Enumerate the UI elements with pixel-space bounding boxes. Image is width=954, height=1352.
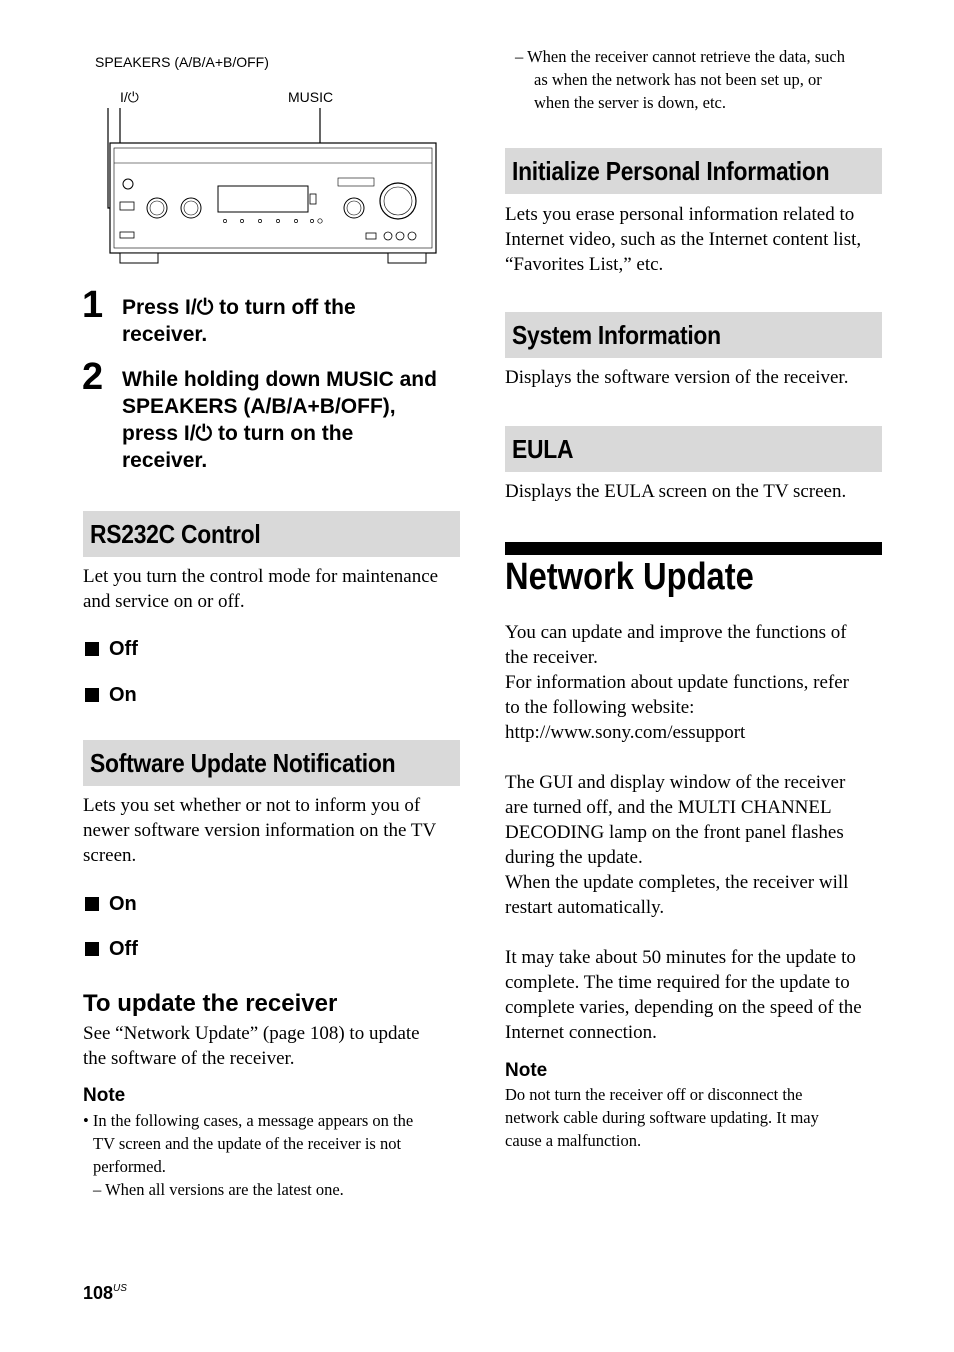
initialize-line: Internet video, such as the Internet content list, bbox=[505, 229, 862, 250]
to-update-line: the software of the receiver. bbox=[83, 1048, 295, 1069]
network-update-line: You can update and improve the functions of bbox=[505, 622, 847, 643]
network-update-line: The GUI and display window of the receiver bbox=[505, 772, 846, 793]
network-update-line: Internet connection. bbox=[505, 1022, 657, 1043]
note-right-line: cause a malfunction. bbox=[505, 1131, 642, 1150]
software-update-line: screen. bbox=[83, 845, 137, 866]
note-right-line: network cable during software updating. It may bbox=[505, 1108, 819, 1127]
page-number-value: 108 bbox=[83, 1283, 114, 1303]
section-title-initialize: Initialize Personal Information bbox=[512, 155, 830, 186]
network-update-line: It may take about 50 minutes for the update to bbox=[505, 947, 856, 968]
page-number bbox=[83, 1283, 127, 1304]
network-update-line: complete varies, depending on the speed of the bbox=[505, 997, 862, 1018]
system-info-description: Displays the software version of the receiver. bbox=[505, 367, 849, 388]
page-number-suffix: US bbox=[113, 1283, 127, 1294]
step-2-line: SPEAKERS (A/B/A+B/OFF), bbox=[122, 395, 396, 418]
section-title-system-info: System Information bbox=[512, 319, 721, 350]
step-2-line: receiver. bbox=[122, 449, 208, 472]
network-update-title: Network Update bbox=[505, 556, 754, 598]
network-update-line: For information about update functions, refer bbox=[505, 672, 850, 693]
network-update-line: are turned off, and the MULTI CHANNEL bbox=[505, 797, 832, 818]
step-number-1: 1 bbox=[82, 284, 104, 326]
network-update-rule bbox=[505, 542, 882, 555]
subheading-to-update: To update the receiver bbox=[83, 990, 338, 1017]
option-label: On bbox=[109, 893, 137, 915]
option-rs232c-on bbox=[85, 683, 137, 707]
note-left-line: – When all versions are the latest one. bbox=[93, 1180, 344, 1199]
square-bullet-icon bbox=[85, 897, 99, 911]
option-label: Off bbox=[109, 938, 138, 960]
rs232c-line: and service on or off. bbox=[83, 591, 245, 612]
network-update-line: the receiver. bbox=[505, 647, 598, 668]
step-number-2: 2 bbox=[82, 356, 104, 398]
software-update-line: Lets you set whether or not to inform you of bbox=[83, 795, 421, 816]
network-update-para-2 bbox=[505, 770, 848, 920]
square-bullet-icon bbox=[85, 688, 99, 702]
option-software-update-off bbox=[85, 937, 138, 961]
note-heading-right: Note bbox=[505, 1060, 548, 1081]
right-top-note bbox=[515, 45, 845, 114]
option-label: On bbox=[109, 684, 137, 706]
option-label: Off bbox=[109, 638, 138, 660]
section-bar-initialize bbox=[505, 148, 882, 194]
option-software-update-on bbox=[85, 892, 137, 916]
rs232c-line: Let you turn the control mode for maintenance bbox=[83, 566, 439, 587]
square-bullet-icon bbox=[85, 942, 99, 956]
step-2-line: While holding down MUSIC and bbox=[122, 368, 437, 391]
network-update-url: http://www.sony.com/essupport bbox=[505, 722, 746, 743]
software-update-description bbox=[83, 793, 436, 868]
label-music: MUSIC bbox=[288, 89, 334, 105]
step-text-1 bbox=[122, 294, 356, 348]
note-right-text bbox=[505, 1083, 819, 1152]
note-left-text bbox=[83, 1109, 413, 1201]
right-top-note-line: – When the receiver cannot retrieve the data, such bbox=[515, 47, 845, 66]
square-bullet-icon bbox=[85, 642, 99, 656]
note-left-line: TV screen and the update of the receiver is not bbox=[93, 1134, 402, 1153]
section-title-rs232c: RS232C Control bbox=[90, 518, 261, 549]
right-top-note-line: as when the network has not been set up, or bbox=[534, 70, 822, 89]
section-bar-software-update bbox=[83, 740, 460, 786]
network-update-line: When the update completes, the receiver will bbox=[505, 872, 849, 893]
network-update-para-1 bbox=[505, 620, 849, 745]
right-top-note-line: when the server is down, etc. bbox=[534, 93, 726, 112]
section-bar-rs232c bbox=[83, 511, 460, 557]
initialize-line: Lets you erase personal information related to bbox=[505, 204, 855, 225]
section-bar-eula bbox=[505, 426, 882, 472]
section-bar-system-info bbox=[505, 312, 882, 358]
network-update-line: complete. The time required for the update to bbox=[505, 972, 850, 993]
note-left-line: performed. bbox=[93, 1157, 166, 1176]
eula-description: Displays the EULA screen on the TV screen. bbox=[505, 481, 847, 502]
network-update-line: to the following website: bbox=[505, 697, 695, 718]
to-update-line: See “Network Update” (page 108) to update bbox=[83, 1023, 420, 1044]
network-update-line: DECODING lamp on the front panel flashes bbox=[505, 822, 844, 843]
network-update-line: during the update. bbox=[505, 847, 643, 868]
to-update-description bbox=[83, 1021, 420, 1071]
network-update-para-3 bbox=[505, 945, 862, 1045]
receiver-front-panel-diagram bbox=[100, 108, 445, 268]
rs232c-description bbox=[83, 564, 438, 614]
initialize-description bbox=[505, 202, 861, 277]
note-heading-left: Note bbox=[83, 1085, 126, 1106]
step-1-line: Press I/⏻ to turn off the bbox=[122, 296, 356, 319]
label-power: I/⏻ bbox=[120, 89, 139, 105]
step-2-line: press I/⏻ to turn on the bbox=[122, 422, 354, 445]
section-title-software-update: Software Update Notification bbox=[90, 747, 396, 778]
note-right-line: Do not turn the receiver off or disconnect the bbox=[505, 1085, 803, 1104]
initialize-line: “Favorites List,” etc. bbox=[505, 254, 664, 275]
network-update-line: restart automatically. bbox=[505, 897, 665, 918]
label-speakers: SPEAKERS (A/B/A+B/OFF) bbox=[95, 54, 269, 70]
step-1-line: receiver. bbox=[122, 323, 208, 346]
step-text-2 bbox=[122, 366, 437, 474]
note-left-line: • In the following cases, a message appears on the bbox=[83, 1111, 414, 1130]
software-update-line: newer software version information on the TV bbox=[83, 820, 437, 841]
section-title-eula: EULA bbox=[512, 433, 574, 464]
option-rs232c-off bbox=[85, 637, 138, 661]
